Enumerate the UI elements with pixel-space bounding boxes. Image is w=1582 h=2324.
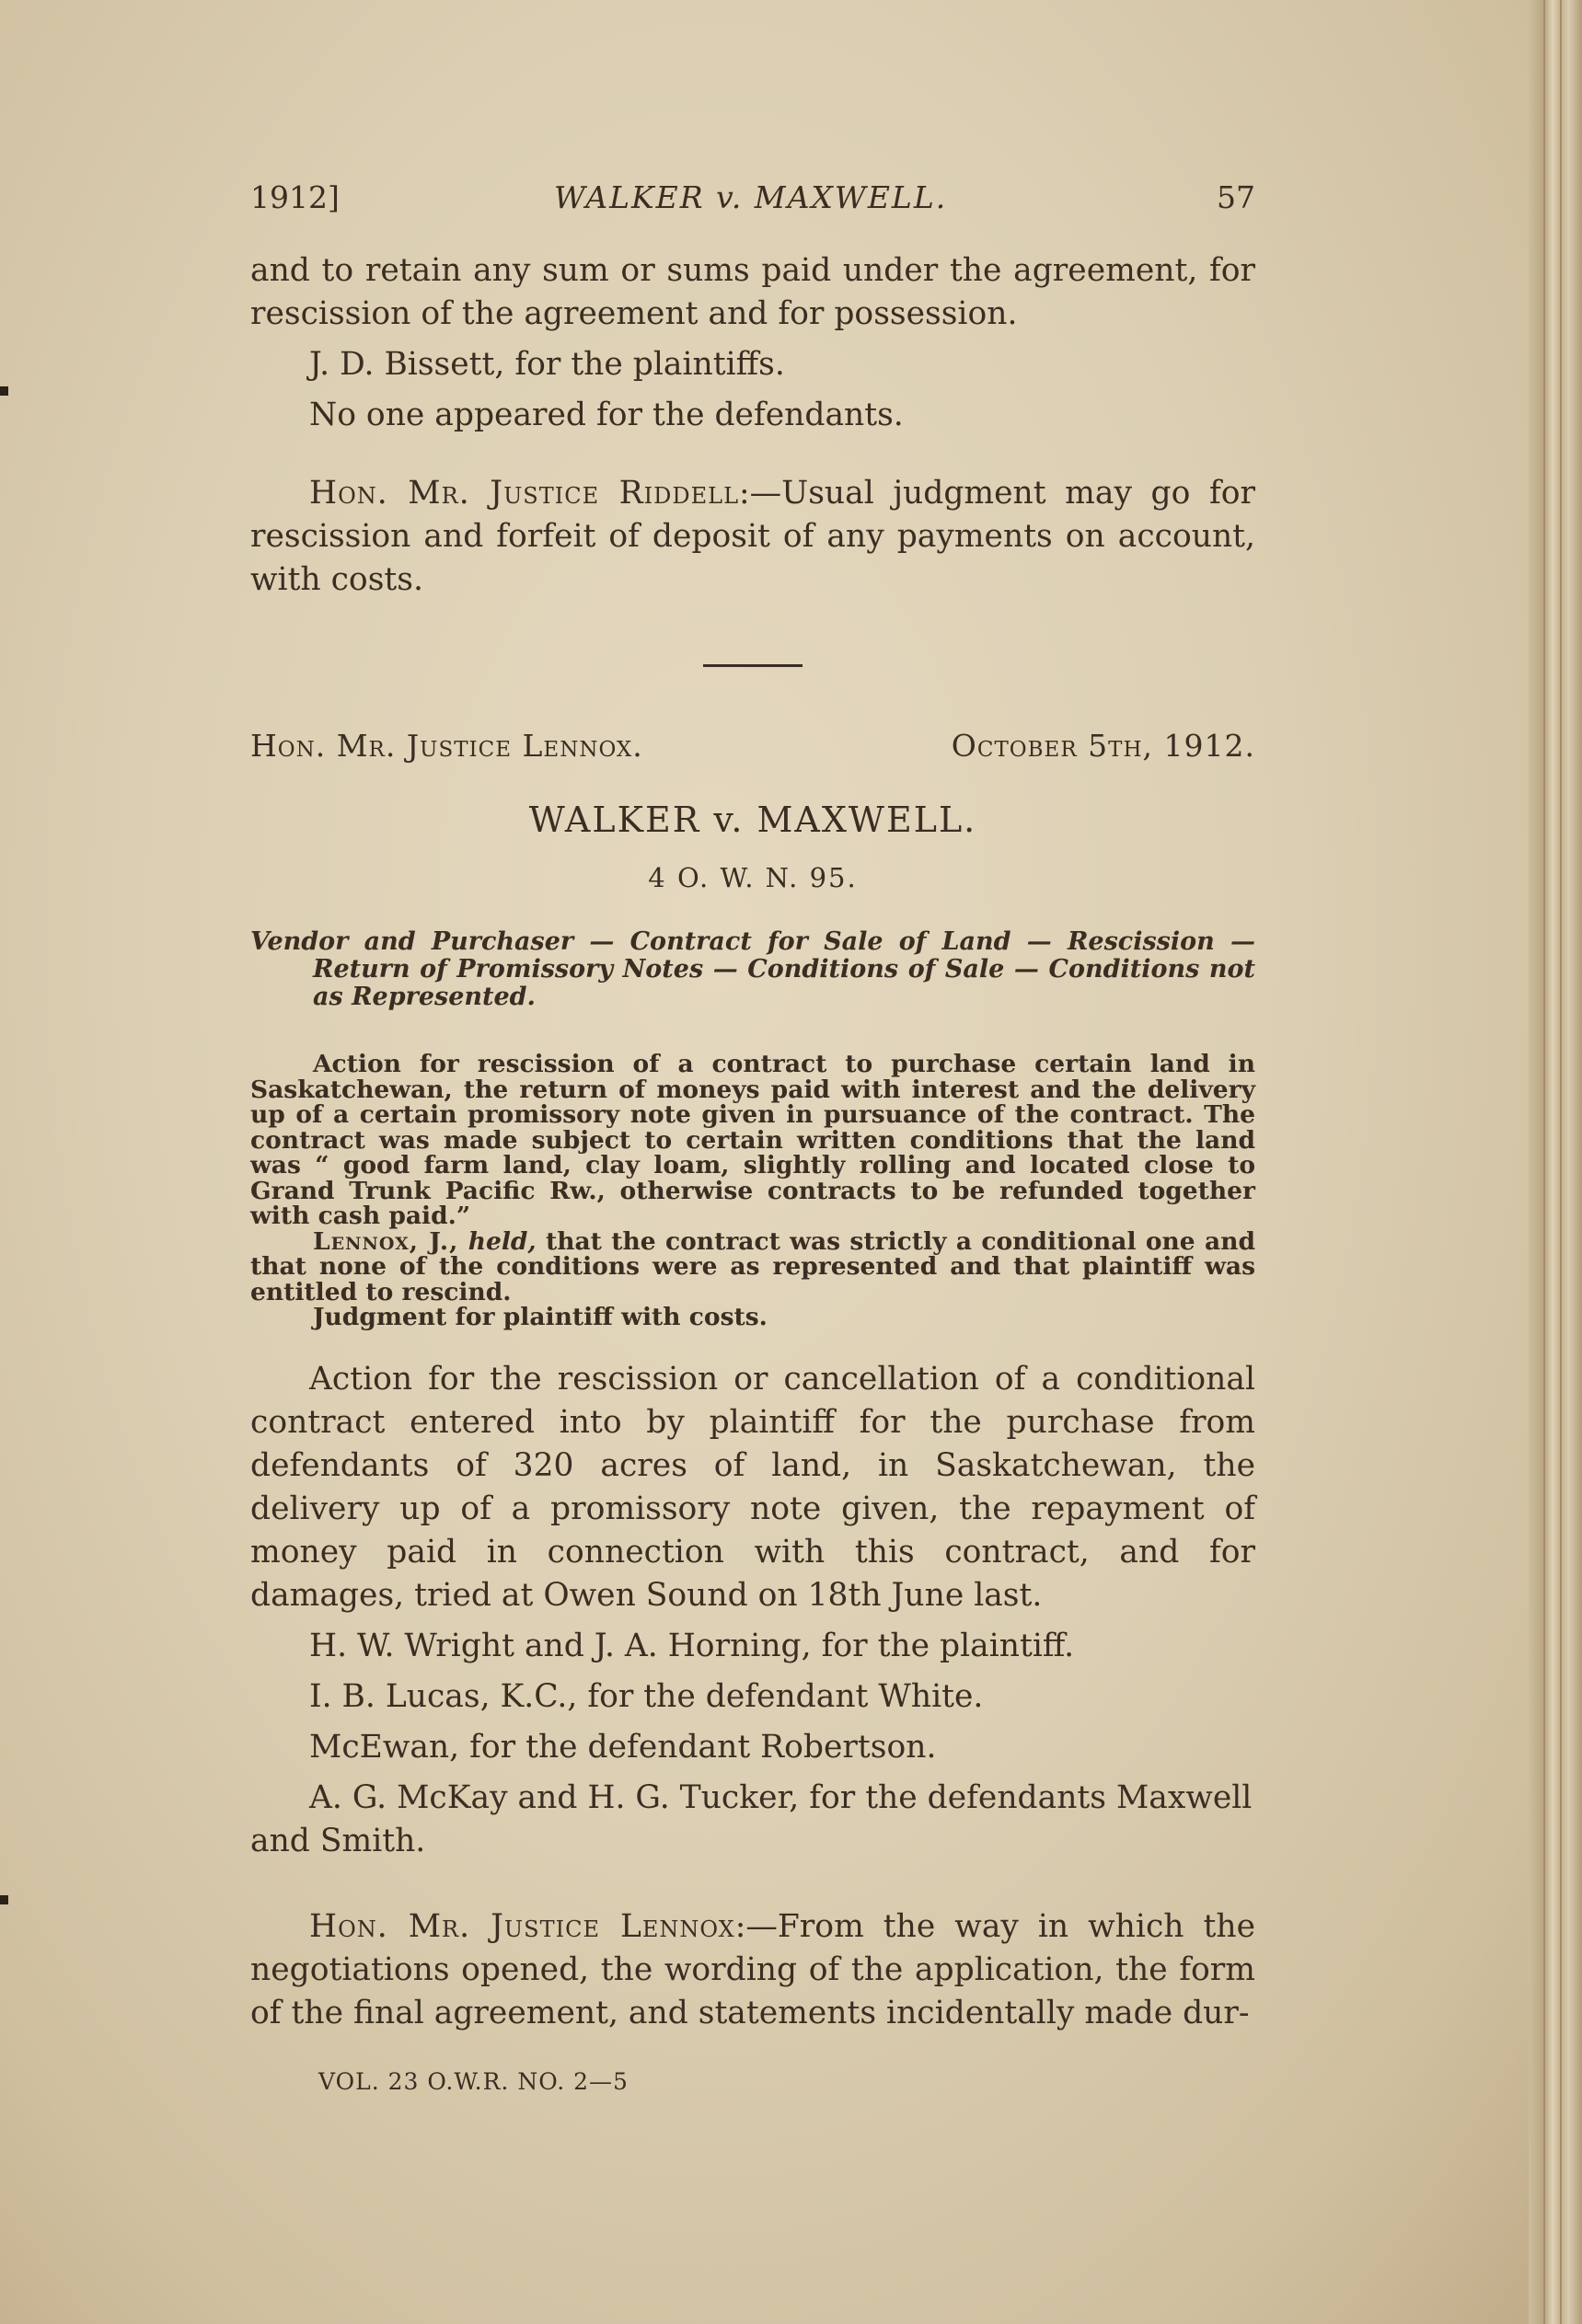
running-head-year: 1912] [250,179,340,215]
case-date: October 5th, 1912. [951,728,1255,764]
page-content [250,179,1255,2095]
margin-mark [0,1895,8,1904]
page-edge [1529,0,1582,2324]
case-citation: 4 O. W. N. 95. [648,862,858,893]
previous-case-judgment-text: :—Usual judgment may go for rescission and forfeit of deposit of any payments on account, with costs. [250,475,1255,598]
headnote-disposition: Judgment for plaintiff with costs. [313,1303,768,1331]
page-number: 57 [1217,179,1255,215]
case-header-line [250,728,1255,772]
margin-mark [0,386,8,396]
page-edge-line [1543,0,1545,2324]
running-head [250,179,1255,231]
counsel-line: McEwan, for the defendant Robertson. [309,1728,937,1766]
judgment-judge: Hon. Mr. Justice Lennox [309,1907,735,1945]
counsel-line: H. W. Wright and J. A. Horning, for the plaintiff. [309,1627,1075,1664]
running-head-title: WALKER v. MAXWELL. [554,179,948,215]
headnote-facts: Action for rescission of a contract to purchase certain land in Saskatchewan, the return of moneys paid with interest and the delivery up of a certain promissory note given in pursuance of the contract. The contract was made subject to certain written conditions that the land was “ good farm land, clay loam, slightly rolling and located close to Grand Trunk Pacific Rw., otherwise contracts to be refunded together with cash paid.” [250,1050,1255,1230]
headnote-holding-text: that the contract was strictly a conditional one and that none of the conditions were as represented and that plaintiff was entitled to rescind. [250,1226,1255,1306]
headnote-held: held, [468,1226,537,1256]
previous-case-judgment [250,472,1255,602]
signature-footer: VOL. 23 O.W.R. NO. 2—5 [318,2067,629,2095]
counsel-line [250,1777,1255,1863]
counsel-line-text: A. G. McKay and H. G. Tucker, for the defendants Maxwell and Smith. [250,1778,1253,1859]
headnote-judge: Lennox, J., [313,1226,459,1256]
previous-case-counsel-defendant: No one appeared for the defendants. [309,397,904,433]
headnote [250,1052,1255,1330]
previous-case-counsel-plaintiff: J. D. Bissett, for the plaintiffs. [309,346,785,383]
page-edge-line [1560,0,1562,2324]
headnote-holding [250,1226,1255,1306]
previous-case-continuation: and to retain any sum or sums paid under the agreement, for rescission of the agreement and for possession. [250,252,1255,332]
case-statement: Action for the rescission or cancellation of a conditional contract entered into by plaintiff for the purchase from defendants of 320 acres of land, in Saskatchewan, the delivery up of a promissory note given, the repayment of money paid in connection with this contract, and for damages, tried at Owen Sound on 18th June last. [250,1360,1255,1614]
counsel-line: I. B. Lucas, K.C., for the defendant White. [309,1677,984,1715]
section-divider [703,664,803,667]
previous-case-judge: Hon. Mr. Justice Riddell [309,475,740,512]
judgment [250,1905,1255,2035]
case-judge: Hon. Mr. Justice Lennox. [250,728,643,764]
catchwords: Vendor and Purchaser — Contract for Sale of Land — Rescission — Return of Promissory Notes — Conditions of Sale — Conditions not as Represented. [250,927,1255,1011]
case-title: WALKER v. MAXWELL. [528,800,977,840]
judgment-text: :—From the way in which the negotiations opened, the wording of the application, the form of the final agreement, and statements incidentally made dur- [250,1907,1255,2031]
